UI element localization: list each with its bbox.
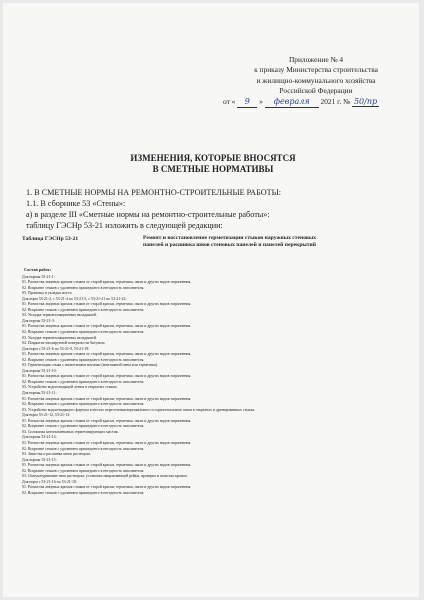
composition-row: Для нормы 53-21-10: xyxy=(22,368,57,373)
composition-row: 02. Вскрытие стыков с удалением пришедшего в негодность заполнителя. xyxy=(22,402,145,407)
composition-row: 01. Расчистка лицевых кромок стыков от старой краски, герметика, пыли и других видов загрязнения. xyxy=(22,485,192,490)
title-line-2: В СМЕТНЫЕ НОРМАТИВЫ xyxy=(152,164,274,174)
handwritten-day: 9 xyxy=(237,97,257,108)
appendix-line-4: Российской Федерации xyxy=(279,86,353,96)
composition-row: 03. Укладка термоизоляционных вкладышей. xyxy=(22,335,97,340)
section-1: 1. В СМЕТНЫЕ НОРМЫ НА РЕМОНТНО-СТРОИТЕЛЬНЫЕ РАБОТЫ: xyxy=(26,188,282,197)
table-title xyxy=(143,235,405,249)
composition-row: 02. Вскрытие стыков с удалением пришедшего в негодность заполнителя. xyxy=(22,307,145,312)
composition-row: 02. Вскрытие стыков с удалением пришедшего в негодность заполнителя. xyxy=(22,379,145,384)
handwritten-month: февраля xyxy=(265,97,319,108)
composition-row: 01. Расчистка лицевых кромок стыков от старой краски, герметика, пыли и других видов загрязнения. xyxy=(22,352,192,357)
section-1-1-a-line-1: а) в разделе III «Сметные нормы на ремонтно-строительные работы»: xyxy=(26,210,270,219)
composition-row: 02. Вскрытие стыков с удалением пришедшего в негодность заполнителя. xyxy=(22,446,145,451)
composition-row: 02. Вскрытие стыков с удалением пришедшего в негодность заполнителя. xyxy=(22,357,145,362)
table-label: Таблица ГЭСНр 53-21 xyxy=(22,236,79,242)
composition-row: 03. Устройство водоотводящего фартука в местах пересечения вертикального и горизонтального швов в открытых и дренированных стыках. xyxy=(22,407,256,412)
section-1-1: 1.1. В сборнике 53 «Стены»: xyxy=(26,199,126,208)
handwritten-order-number: 50/пр xyxy=(353,96,378,106)
document-page xyxy=(3,3,419,597)
composition-row: Для нормы 53-21-3: xyxy=(22,318,55,323)
composition-row: Для норм 53-21-2, с 53-21-4 по 53-21-5, с 53-21-21 по 53-21-22: xyxy=(22,296,127,301)
title-line-1: ИЗМЕНЕНИЯ, КОТОРЫЕ ВНОСЯТСЯ xyxy=(130,153,296,163)
composition-row: Для норм 53-21-12, 53-21-13: xyxy=(22,413,71,418)
composition-row: 03. Герметизация стыка с нагнетанием мастики (монтажной пены или герметика). xyxy=(22,363,159,368)
composition-row: Для нормы 53-21-15: xyxy=(22,457,57,462)
work-composition xyxy=(22,267,412,496)
order-year: 2021 г. № xyxy=(320,96,351,106)
composition-heading: Состав работ: xyxy=(24,267,52,272)
composition-row: 04. Покрытие изолируемой поверхности битумом. xyxy=(22,341,106,346)
section-1-1-a-line-2: таблицу ГЭСНр 53-21 изложить в следующей редакции: xyxy=(26,221,223,230)
appendix-line-2: к приказу Министерства строительства xyxy=(254,65,378,75)
composition-row: 01. Расчистка лицевых кромок стыков от старой краски, герметика, пыли и других видов загрязнения. xyxy=(22,418,192,423)
order-date-number xyxy=(221,97,411,108)
composition-row: 03. Зачистка и расшивка швов раствором. xyxy=(22,452,91,457)
composition-row: 02. Вскрытие стыков с удалением пришедшего в негодность заполнителя. xyxy=(22,424,145,429)
composition-row: 02. Вскрытие стыков с удалением пришедшего в негодность заполнителя. xyxy=(22,285,145,290)
section-intro xyxy=(26,187,406,231)
composition-row: 01. Расчистка лицевых кромок стыков от старой краски, герметика, пыли и других видов загрязнения. xyxy=(22,374,192,379)
composition-row: 01. Расчистка лицевых кромок стыков от старой краски, герметика, пыли и других видов загрязнения. xyxy=(22,302,192,307)
table-title-line-1: Ремонт и восстановление герметизации стыков наружных стеновых xyxy=(143,235,317,241)
composition-row: 01. Расчистка лицевых кромок стыков от старой краски, герметика, пыли и других видов загрязнения. xyxy=(22,440,192,445)
table-title-line-2: панелей и расшивка швов стеновых панелей и панелей перекрытий xyxy=(143,242,316,248)
composition-row: Для норм с 53-21-16 по 53-21-18: xyxy=(22,479,77,484)
date-quote-close: » xyxy=(259,96,263,106)
composition-row: Для нормы 53-21-14: xyxy=(22,435,57,440)
composition-list xyxy=(22,275,412,497)
composition-row: 03. Устройство водоотводящей ленты в открытых стыках. xyxy=(22,385,118,390)
composition-row: 02. Вскрытие стыков с удалением пришедшего в негодность заполнителя. xyxy=(22,490,145,495)
composition-row: Для нормы 53-21-11: xyxy=(22,391,57,396)
composition-row: 03. Оштукатуривание ниш раствором, установка направляющей рейки, проверка и зачистка кромок. xyxy=(22,474,188,479)
composition-row: 01. Расчистка лицевых кромок стыков от старой краски, герметика, пыли и других видов загрязнения. xyxy=(22,463,192,468)
composition-row: 01. Расчистка лицевых кромок стыков от старой краски, герметика, пыли и других видов загрязнения. xyxy=(22,280,192,285)
composition-row: 03. Сплошная каттехаменыных герметизирующих мастик. xyxy=(22,429,119,434)
appendix-line-3: и жилищно-коммунального хозяйства xyxy=(256,75,376,85)
appendix-block xyxy=(221,55,411,108)
composition-row: Для нормы 53-21-1: xyxy=(22,274,55,279)
appendix-line-1: Приложение № 4 xyxy=(288,55,344,64)
composition-row: 02. Вскрытие стыков с удалением пришедшего в негодность заполнителя. xyxy=(22,330,145,335)
document-title xyxy=(43,153,383,175)
date-prefix: от « xyxy=(223,96,236,106)
composition-row: Для норм с 53-21-6 по 53-21-9, 53-21-19: xyxy=(22,346,90,351)
composition-row: 03. Укладка термоизоляционных вкладышей. xyxy=(22,313,97,318)
composition-row: 01. Расчистка лицевых кромок стыков от старой краски, герметика, пыли и других видов загрязнения. xyxy=(22,324,192,329)
composition-row: 01. Расчистка лицевых кромок стыков от старой краски, герметика, пыли и других видов загрязнения. xyxy=(22,396,192,401)
composition-row: 03. Промазка и укладка жгута. xyxy=(22,291,73,296)
composition-row: 02. Вскрытие стыков с удалением пришедшего в негодность заполнителя. xyxy=(22,468,145,473)
